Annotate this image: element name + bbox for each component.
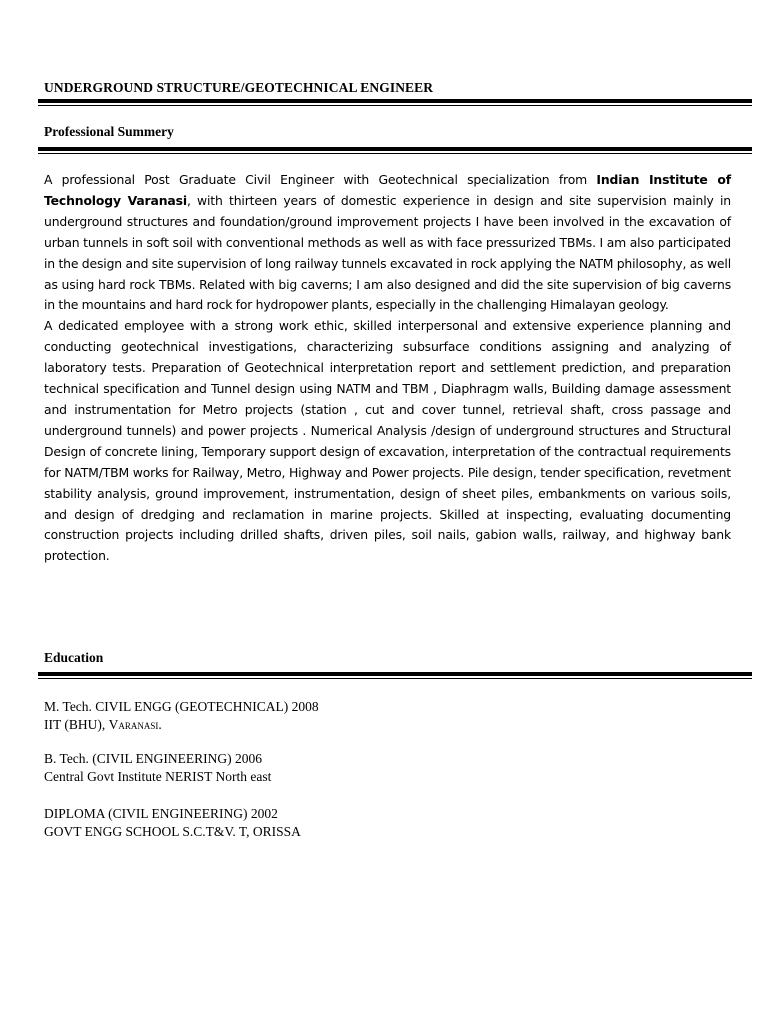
summary-heading: Professional Summery bbox=[44, 124, 174, 139]
education-divider bbox=[38, 672, 752, 679]
degree: DIPLOMA (CIVIL ENGINEERING) 2002 bbox=[44, 806, 278, 821]
education-heading: Education bbox=[44, 650, 104, 665]
institution: Central Govt Institute NERIST North east bbox=[44, 769, 272, 784]
institution: IIT (BHU), Varanasi. bbox=[44, 717, 162, 732]
institution: GOVT ENGG SCHOOL S.C.T&V. T, ORISSA bbox=[44, 824, 301, 839]
degree: M. Tech. CIVIL ENGG (GEOTECHNICAL) 2008 bbox=[44, 699, 319, 714]
education-entry bbox=[44, 805, 644, 841]
summary-divider bbox=[38, 147, 752, 154]
job-title: UNDERGROUND STRUCTURE/GEOTECHNICAL ENGINEER bbox=[44, 80, 434, 95]
degree: B. Tech. (CIVIL ENGINEERING) 2006 bbox=[44, 751, 263, 766]
education-entry bbox=[44, 698, 644, 734]
summary-paragraph-2: A dedicated employee with a strong work ethic, skilled interpersonal and extensive experience planning and conducting geotechnical investigations, characterizing subsurface conditions assigning and analyzing of laboratory tests. Preparation of Geotechnical interpretation report and settlement prediction, and preparation technical specification and Tunnel design using NATM and TBM , Diaphragm walls, Building damage assessment and instrumentation for Metro projects (station , cut and cover tunnel, retrieval shaft, cross passage and underground tunnels) and power projects . Numerical Analysis /design of underground structures and Structural Design of concrete lining, Temporary support design of excavation, interpretation of the contractual requirements for NATM/TBM works for Railway, Metro, Highway and Power projects. Pile design, tender specification, revetment stability analysis, ground improvement, instrumentation, design of sheet piles, embankments on various soils, and design of dredging and reclamation in marine projects. Skilled at inspecting, evaluating documenting construction projects including drilled shafts, driven piles, soil nails, gabion walls, railway, and highway bank protection. bbox=[44, 318, 731, 564]
professional-summary bbox=[44, 170, 731, 567]
education-entry bbox=[44, 750, 644, 786]
title-divider bbox=[38, 99, 752, 106]
summary-paragraph-1: A professional Post Graduate Civil Engineer with Geotechnical specialization from Indian Institute of Technology Varanasi, with thirteen years of domestic experience in design and site supervision mainly in underground structures and foundation/ground improvement projects I have been involved in the excavation of urban tunnels in soft soil with conventional methods as well as with face pressurized TBMs. I am also participated in the design and site supervision of long railway tunnels excavated in rock applying the NATM philosophy, as well as using hard rock TBMs. Related with big caverns; I am also designed and did the site supervision of big caverns in the mountains and hard rock for hydropower plants, especially in the challenging Himalayan geology. bbox=[44, 172, 731, 313]
institute-name: Indian Institute of Technology Varanasi bbox=[44, 172, 731, 208]
